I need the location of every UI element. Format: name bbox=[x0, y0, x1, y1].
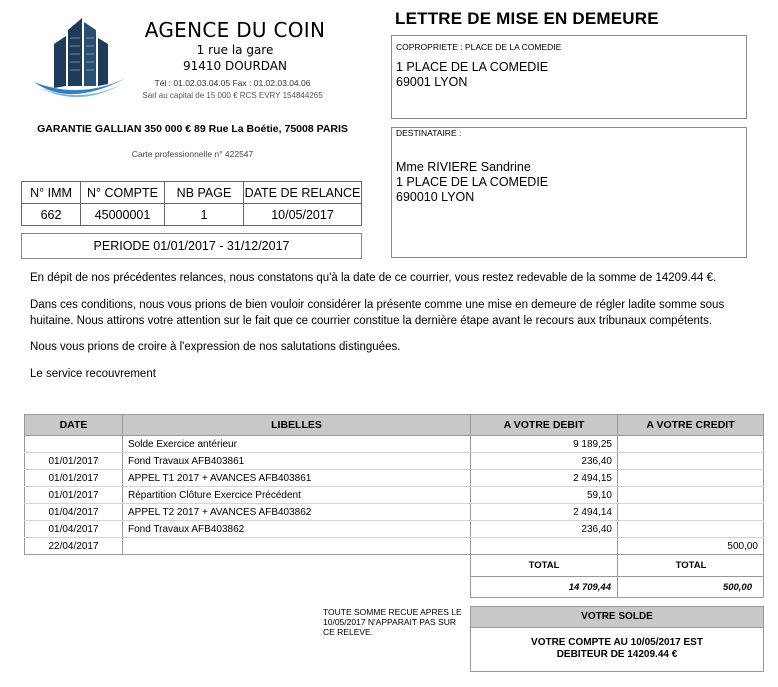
account-info-value-row bbox=[22, 204, 362, 226]
total-credit-value: 500,00 bbox=[722, 582, 752, 593]
table-row bbox=[25, 521, 764, 538]
row-date bbox=[25, 436, 123, 453]
row-label: Répartition Clôture Exercice Précédent bbox=[123, 487, 471, 504]
row-date: 01/04/2017 bbox=[25, 504, 123, 521]
balance-line-2: DEBITEUR DE 14209.44 € bbox=[556, 649, 678, 660]
row-date: 22/04/2017 bbox=[25, 538, 123, 555]
value-date-relance: 10/05/2017 bbox=[244, 204, 362, 226]
ledger-table bbox=[24, 414, 764, 555]
header-compte: N° COMPTE bbox=[81, 182, 165, 204]
row-credit bbox=[618, 453, 764, 470]
total-debit-value: 14 709,44 bbox=[471, 577, 618, 598]
agency-contact: Tél : 01.02.03.04.05 Fax : 01.02.03.04.06 bbox=[154, 78, 311, 88]
balance-title: VOTRE SOLDE bbox=[470, 606, 764, 628]
header-nb-page: NB PAGE bbox=[165, 182, 244, 204]
ledger-header-debit: A VOTRE DEBIT bbox=[471, 415, 618, 436]
table-row bbox=[25, 487, 764, 504]
body-paragraph-2: Dans ces conditions, nous vous prions de bien vouloir considérer la présente comme une mise en demeure de régler ladite somme sous huitaine. Nous attirons votre attention sur le fait que ce courrier constitue la dernière étape avant le recours aux tribunaux compétents. bbox=[30, 299, 725, 327]
row-label: APPEL T2 2017 + AVANCES AFB403862 bbox=[123, 504, 471, 521]
balance-line-1: VOTRE COMPTE AU 10/05/2017 EST bbox=[531, 637, 703, 648]
ledger-header-row bbox=[25, 415, 764, 436]
row-credit bbox=[618, 470, 764, 487]
row-label bbox=[123, 538, 471, 555]
destinataire-name: Mme RIVIERE Sandrine bbox=[396, 160, 531, 174]
row-credit bbox=[618, 436, 764, 453]
destinataire-address-line1: 1 PLACE DE LA COMEDIE bbox=[396, 175, 549, 189]
row-credit bbox=[618, 504, 764, 521]
row-label: Fond Travaux AFB403861 bbox=[123, 453, 471, 470]
ledger-header-credit: A VOTRE CREDIT bbox=[618, 415, 764, 436]
account-info-header-row bbox=[22, 182, 362, 204]
row-date: 01/01/2017 bbox=[25, 487, 123, 504]
row-debit: 2 494,14 bbox=[471, 504, 618, 521]
agency-street: 1 rue la gare bbox=[196, 43, 274, 57]
agency-city: 91410 DOURDAN bbox=[182, 59, 287, 73]
header-date-relance: DATE DE RELANCE bbox=[244, 182, 362, 204]
row-credit bbox=[618, 521, 764, 538]
totals-box bbox=[470, 554, 764, 598]
body-paragraph-1: En dépit de nos précédentes relances, nous constatons qu'à la date de ce courrier, vous restez redevable de la somme de 14209.44 €. bbox=[30, 272, 717, 284]
row-label: Fond Travaux AFB403862 bbox=[123, 521, 471, 538]
signature: Le service recouvrement bbox=[30, 368, 156, 380]
row-label: Solde Exercice antérieur bbox=[123, 436, 471, 453]
copropriete-label: COPROPRIETE : PLACE DE LA COMEDIE bbox=[396, 42, 562, 52]
total-credit-label: TOTAL bbox=[618, 555, 764, 577]
table-row bbox=[25, 538, 764, 555]
row-debit bbox=[471, 538, 618, 555]
agency-name: AGENCE DU COIN bbox=[144, 18, 326, 42]
table-row bbox=[25, 436, 764, 453]
building-icon bbox=[54, 18, 108, 88]
value-compte: 45000001 bbox=[81, 204, 165, 226]
copropriete-box bbox=[391, 35, 747, 119]
row-debit: 9 189,25 bbox=[471, 436, 618, 453]
row-date: 01/01/2017 bbox=[25, 470, 123, 487]
copropriete-address-line2: 69001 LYON bbox=[396, 75, 468, 89]
card-number: Carte professionnelle n° 422547 bbox=[131, 149, 254, 159]
agency-capital: Sarl au capital de 15 000 € RCS EVRY 154844265 bbox=[142, 91, 323, 100]
row-credit: 500,00 bbox=[618, 538, 764, 555]
header-imm: N° IMM bbox=[22, 182, 81, 204]
row-debit: 236,40 bbox=[471, 453, 618, 470]
agency-logo bbox=[30, 8, 130, 108]
letter-title: LETTRE DE MISE EN DEMEURE bbox=[395, 9, 659, 28]
destinataire-label: DESTINATAIRE : bbox=[396, 128, 462, 138]
total-debit-label: TOTAL bbox=[471, 555, 618, 577]
value-imm: 662 bbox=[22, 204, 81, 226]
row-date: 01/04/2017 bbox=[25, 521, 123, 538]
copropriete-address-line1: 1 PLACE DE LA COMEDIE bbox=[396, 60, 549, 74]
row-debit: 2 494,15 bbox=[471, 470, 618, 487]
ledger-header-libelles: LIBELLES bbox=[123, 415, 471, 436]
body-paragraph-3: Nous vous prions de croire à l'expression de nos salutations distinguées. bbox=[30, 341, 401, 353]
table-row bbox=[25, 453, 764, 470]
row-credit bbox=[618, 487, 764, 504]
guarantee-line: GARANTIE GALLIAN 350 000 € 89 Rue La Boétie, 75008 PARIS bbox=[37, 123, 348, 135]
destinataire-box bbox=[391, 127, 747, 258]
row-date: 01/01/2017 bbox=[25, 453, 123, 470]
table-row bbox=[25, 504, 764, 521]
table-row bbox=[25, 470, 764, 487]
period-box: PERIODE 01/01/2017 - 31/12/2017 bbox=[21, 233, 362, 259]
row-label: APPEL T1 2017 + AVANCES AFB403861 bbox=[123, 470, 471, 487]
payment-notice: TOUTE SOMME RECUE APRES LE 10/05/2017 N'APPARAIT PAS SUR CE RELEVE. bbox=[323, 607, 462, 637]
value-nb-page: 1 bbox=[165, 204, 244, 226]
destinataire-address-line2: 690010 LYON bbox=[396, 190, 475, 204]
row-debit: 236,40 bbox=[471, 521, 618, 538]
row-debit: 59,10 bbox=[471, 487, 618, 504]
account-info-table bbox=[21, 181, 362, 226]
balance-box bbox=[470, 628, 764, 672]
ledger-header-date: DATE bbox=[25, 415, 123, 436]
